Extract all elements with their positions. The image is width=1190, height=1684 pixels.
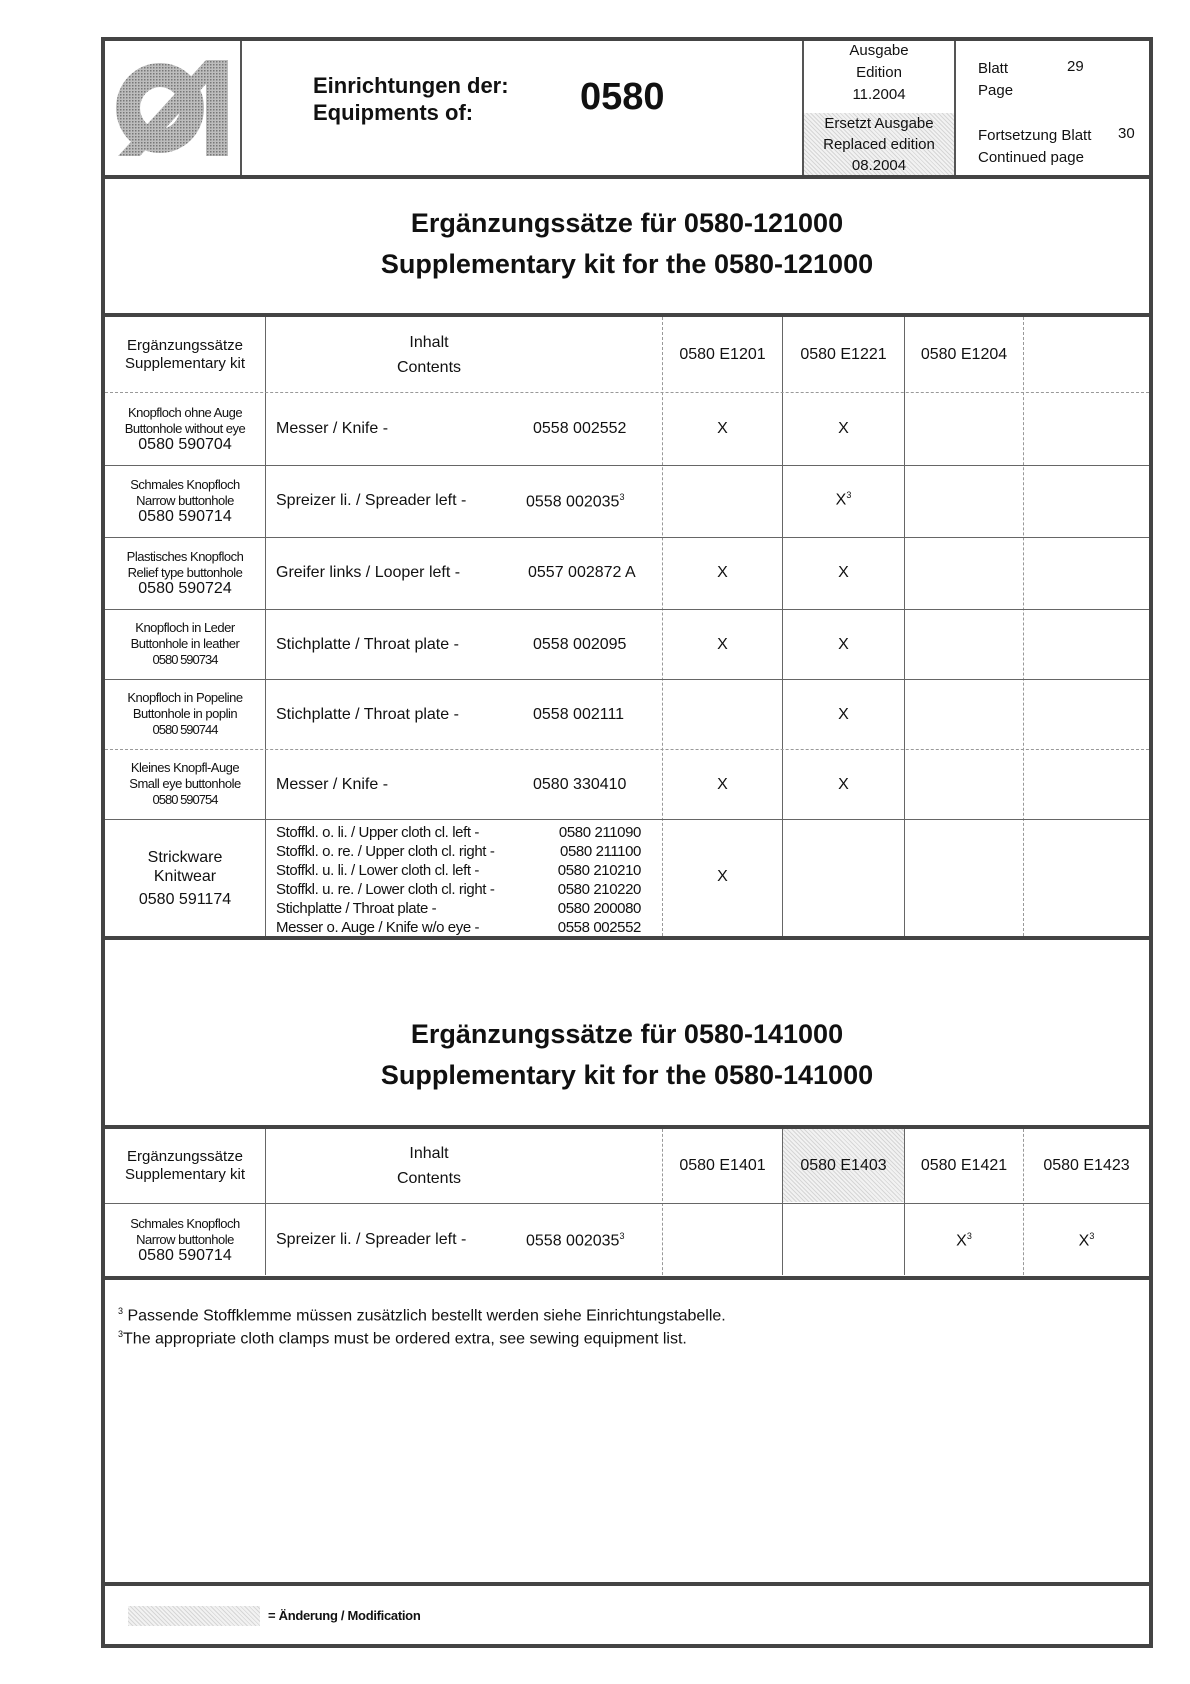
part-number	[526, 1231, 624, 1250]
part-number: 0558 002111	[533, 706, 625, 723]
col-divider	[1023, 317, 1024, 936]
col-header-contents	[266, 318, 662, 392]
part-name: Greifer links / Looper left -	[276, 564, 461, 581]
section2-bottom-rule	[101, 1276, 1153, 1280]
row-divider	[105, 465, 1149, 466]
section2-title-de: Ergänzungssätze für 0580-141000	[410, 1019, 844, 1049]
col-header-contents-de: Inhalt	[409, 334, 449, 351]
col-header-contents	[266, 1130, 662, 1202]
list-item	[276, 880, 661, 899]
part-number	[526, 492, 624, 511]
col-header-kit-de: Ergänzungssätze	[127, 337, 243, 354]
section1-title-en: Supplementary kit for the 0580-121000	[380, 249, 874, 279]
kit-cell	[105, 1205, 265, 1275]
kit-name-de: Schmales Knopfloch	[130, 477, 240, 492]
part-name: Stichplatte / Throat plate -	[276, 636, 459, 653]
mark-e1201: X	[717, 636, 728, 653]
row-divider	[105, 1203, 1149, 1204]
mark-e1221: X	[838, 776, 849, 793]
mark-value: X	[1078, 1232, 1090, 1250]
footnote-marker: 3	[118, 1306, 124, 1316]
kit-number: 0580 590724	[138, 580, 232, 597]
footnote-ref: 3	[966, 1231, 972, 1241]
replaced-edition-info	[804, 113, 954, 175]
sheet-label	[978, 58, 1013, 102]
col-header-kit	[105, 318, 265, 392]
mark-value: X	[956, 1232, 967, 1250]
footnote	[118, 1302, 726, 1349]
sheet-label-en: Page	[978, 82, 1014, 99]
continued-number: 30	[1118, 125, 1135, 142]
part-number-value: 0558 002035	[526, 493, 620, 511]
company-logo	[108, 52, 234, 164]
list-item	[276, 823, 661, 842]
part-name: Stichplatte / Throat plate -	[276, 900, 437, 917]
kit-cell	[105, 394, 265, 464]
mark-e1221: X	[838, 420, 849, 437]
footnote-ref: 3	[619, 1231, 625, 1241]
legend-top-rule	[101, 1582, 1153, 1586]
row-divider	[105, 392, 1149, 393]
continued-label-de: Fortsetzung Blatt	[978, 127, 1092, 144]
part-number: 0580 211100	[560, 843, 641, 860]
col-header-contents-en: Contents	[396, 359, 462, 376]
legend-text: = Änderung / Modification	[268, 1608, 421, 1623]
replaced-label-de: Ersetzt Ausgabe	[824, 115, 934, 132]
kit-number: 0580 590744	[152, 722, 218, 737]
kit-name-de: Knopfloch in Leder	[135, 620, 235, 635]
col-header-kit-de: Ergänzungssätze	[127, 1148, 243, 1165]
kit-name-en: Narrow buttonhole	[136, 1232, 234, 1247]
part-number: 0580 210220	[557, 881, 641, 898]
col-header-kit	[105, 1130, 265, 1202]
section2-title	[101, 1014, 1153, 1096]
equipment-label-en: Equipments of:	[313, 100, 474, 125]
mark-e1201: X	[717, 868, 728, 885]
continued-label-en: Continued page	[978, 149, 1084, 166]
kit-name-de: Kleines Knopfl-Auge	[130, 760, 240, 775]
part-name: Stoffkl. u. li. / Lower cloth cl. left -	[276, 862, 479, 879]
equipment-label	[313, 72, 509, 126]
kit-number: 0580 590734	[152, 652, 218, 667]
col-header-e1201: 0580 E1201	[679, 346, 766, 363]
col-header-kit-en: Supplementary kit	[124, 1166, 246, 1183]
kit-name-de: Strickware	[147, 848, 223, 866]
header-bottom-rule	[101, 175, 1153, 179]
list-item	[276, 899, 661, 918]
row-divider	[105, 749, 1149, 750]
part-name: Messer / Knife -	[276, 420, 389, 437]
col-header-e1423: 0580 E1423	[1043, 1157, 1130, 1174]
knitwear-parts-list	[276, 823, 661, 937]
kit-cell	[105, 611, 265, 677]
kit-name-en: Small eye buttonhole	[129, 776, 241, 791]
col-divider	[782, 317, 783, 936]
kit-name-de: Knopfloch ohne Auge	[127, 405, 243, 420]
footnote-marker: 3	[118, 1329, 124, 1340]
part-name: Stichplatte / Throat plate -	[276, 706, 459, 723]
footnote-text-de: Passende Stoffklemme müssen zusätzlich bestellt werden siehe Einrichtungstabelle.	[127, 1307, 726, 1325]
part-number: 0580 200080	[557, 900, 641, 917]
kit-name-en: Relief type buttonhole	[127, 565, 243, 580]
kit-name-en: Narrow buttonhole	[136, 493, 234, 508]
mark-e1221: X	[838, 706, 849, 723]
part-number: 0558 002552	[533, 420, 627, 437]
part-number: 0580 330410	[533, 776, 627, 793]
kit-cell	[105, 681, 265, 747]
continued-label	[978, 125, 1091, 169]
part-number: 0558 002552	[557, 919, 641, 936]
footnote-ref: 3	[619, 492, 625, 502]
part-name: Messer / Knife -	[276, 776, 389, 793]
kit-number: 0580 590714	[138, 508, 232, 525]
col-header-e1401: 0580 E1401	[679, 1157, 766, 1174]
edition-label-en: Edition	[856, 64, 902, 81]
equipment-label-de: Einrichtungen der:	[313, 73, 509, 98]
col-header-e1221: 0580 E1221	[800, 346, 887, 363]
kit-cell-knitwear	[105, 821, 265, 935]
edition-date: 11.2004	[852, 86, 906, 103]
kit-number: 0580 590704	[138, 436, 232, 453]
list-item	[276, 842, 661, 861]
sheet-number: 29	[1067, 58, 1084, 75]
part-number: 0580 210210	[557, 862, 641, 879]
kit-name-de: Knopfloch in Popeline	[127, 690, 243, 705]
mark-e1221: X	[838, 636, 849, 653]
section1-title-de: Ergänzungssätze für 0580-121000	[410, 208, 844, 238]
col-header-e1421: 0580 E1421	[920, 1157, 1008, 1174]
kit-name-en: Knitwear	[153, 867, 217, 885]
part-name: Messer o. Auge / Knife w/o eye -	[276, 919, 480, 936]
kit-name-de: Plastisches Knopfloch	[126, 549, 244, 564]
kit-name-en: Buttonhole without eye	[124, 421, 246, 436]
row-divider	[105, 679, 1149, 680]
part-name: Stoffkl. o. re. / Upper cloth cl. right -	[276, 843, 495, 860]
row-divider	[105, 819, 1149, 820]
col-header-e1204: 0580 E1204	[920, 346, 1008, 363]
row-divider	[105, 537, 1149, 538]
edition-info	[804, 40, 954, 106]
kit-cell	[105, 467, 265, 535]
header-divider	[954, 41, 956, 177]
kit-name-de: Schmales Knopfloch	[130, 1216, 240, 1231]
row-divider	[105, 609, 1149, 610]
footnote-de	[118, 1302, 726, 1325]
part-name: Spreizer li. / Spreader left -	[276, 1231, 467, 1248]
kit-number: 0580 590714	[138, 1247, 232, 1264]
footnote-en	[118, 1325, 726, 1348]
kit-number: 0580 591174	[138, 890, 232, 908]
mark-e1201: X	[717, 564, 728, 581]
header-divider	[240, 41, 242, 177]
section1-title-rule	[101, 313, 1153, 317]
col-header-contents-en: Contents	[396, 1170, 462, 1187]
list-item	[276, 918, 661, 937]
list-item	[276, 861, 661, 880]
section1-bottom-rule	[101, 936, 1153, 940]
col-header-kit-en: Supplementary kit	[124, 355, 246, 372]
mark-e1423	[1024, 1231, 1149, 1250]
mark-e1201: X	[717, 776, 728, 793]
col-divider	[662, 317, 663, 936]
part-number: 0558 002095	[533, 636, 627, 653]
kit-name-en: Buttonhole in leather	[130, 636, 240, 651]
part-number-value: 0558 002035	[526, 1232, 620, 1250]
kit-name-en: Buttonhole in poplin	[132, 706, 238, 721]
part-name: Stoffkl. o. li. / Upper cloth cl. left -	[276, 824, 479, 841]
kit-cell	[105, 539, 265, 607]
col-header-contents-de: Inhalt	[409, 1145, 449, 1162]
col-divider	[265, 317, 266, 936]
part-name: Spreizer li. / Spreader left -	[276, 492, 467, 509]
mark-e1201: X	[717, 420, 728, 437]
part-number: 0580 211090	[558, 824, 641, 841]
mark-e1221	[783, 490, 904, 509]
edition-label-de: Ausgabe	[849, 42, 909, 59]
section2-title-en: Supplementary kit for the 0580-141000	[380, 1060, 874, 1090]
model-number: 0580	[580, 76, 665, 118]
mark-e1221: X	[838, 564, 849, 581]
modification-swatch	[128, 1606, 260, 1626]
part-name: Stoffkl. u. re. / Lower cloth cl. right -	[276, 881, 495, 898]
section1-title	[101, 203, 1153, 285]
footnote-ref: 3	[846, 490, 852, 500]
mark-value: X	[835, 491, 847, 509]
part-number: 0557 002872 A	[528, 564, 636, 581]
footnote-ref: 3	[1089, 1231, 1095, 1241]
col-header-e1403: 0580 E1403	[800, 1157, 887, 1174]
sheet-label-de: Blatt	[978, 60, 1009, 77]
replaced-label-en: Replaced edition	[823, 136, 935, 153]
section2-title-rule	[101, 1125, 1153, 1129]
footnote-text-en: The appropriate cloth clamps must be ordered extra, see sewing equipment list.	[123, 1330, 687, 1348]
kit-number: 0580 590754	[152, 792, 218, 807]
kit-cell	[105, 751, 265, 817]
col-divider	[904, 317, 905, 936]
replaced-date: 08.2004	[851, 157, 907, 174]
mark-e1421	[905, 1231, 1023, 1250]
